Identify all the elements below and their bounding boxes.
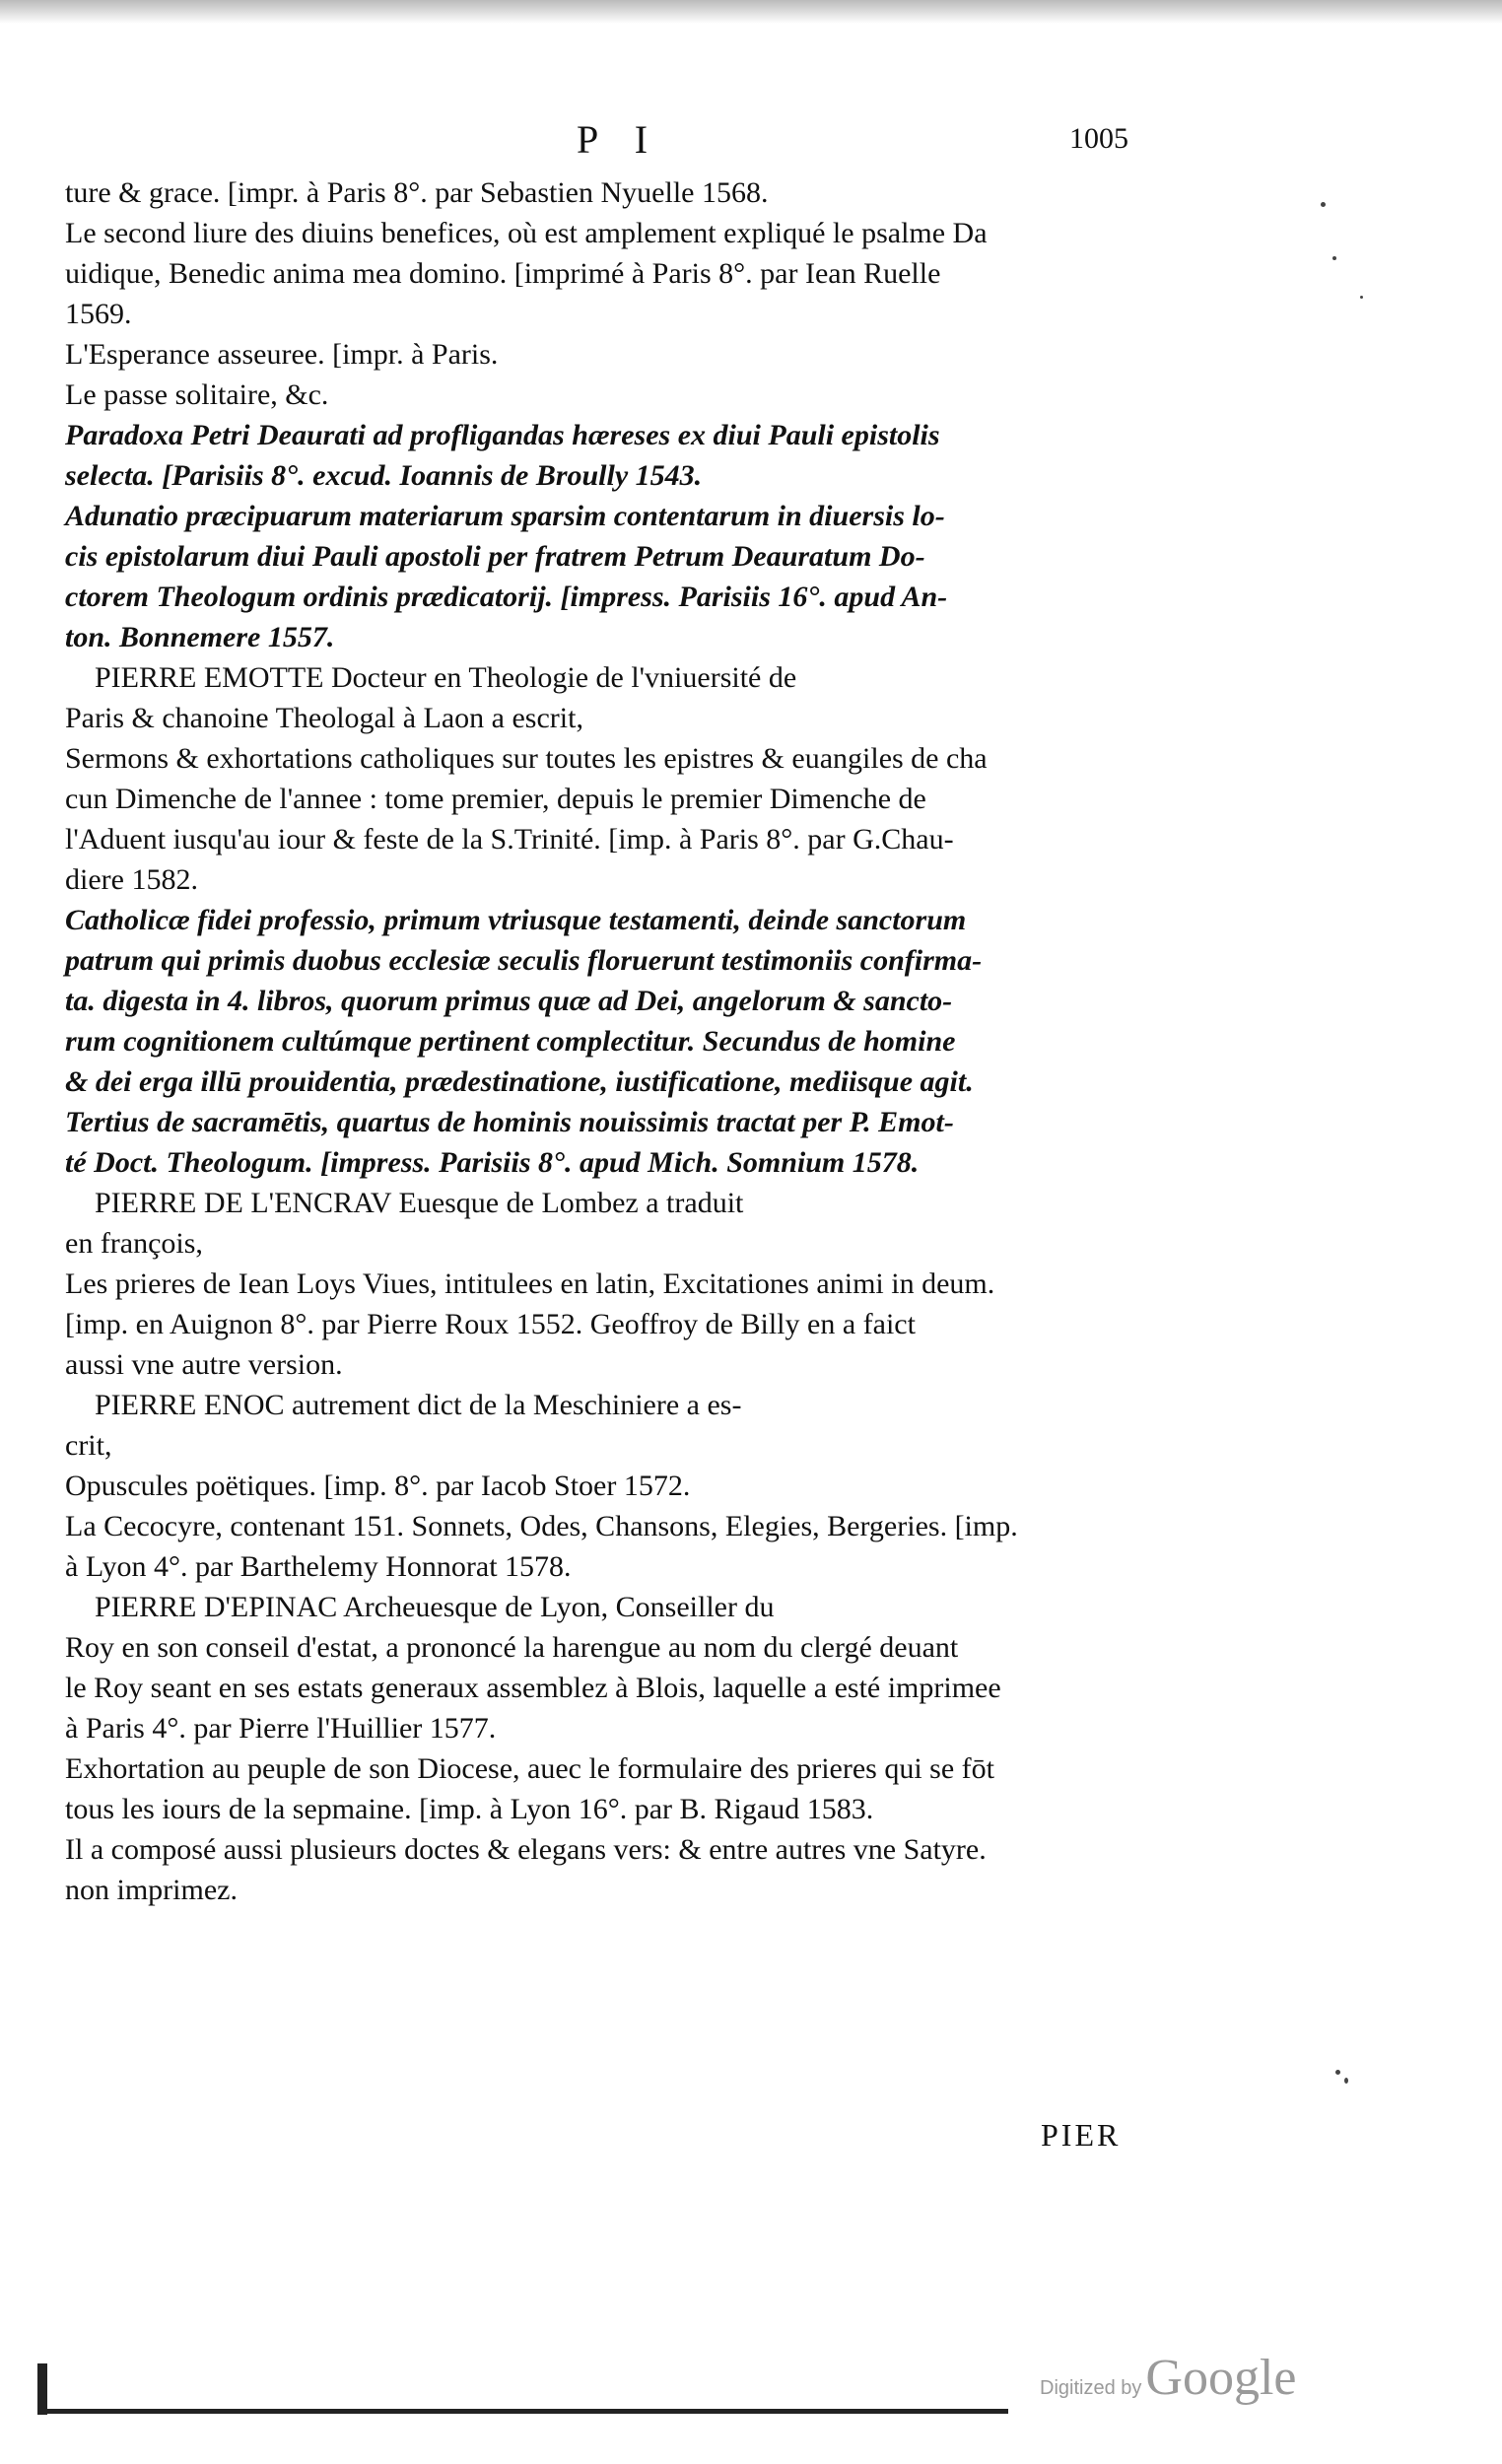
text-line: Catholicæ fidei professio, primum vtriusque testamenti, deinde sanctorum	[65, 904, 967, 936]
scan-top-edge	[0, 0, 1502, 24]
text-line: Il a composé aussi plusieurs doctes & elegans vers: & entre autres vne Satyre.	[65, 1833, 987, 1866]
text-line: crit,	[65, 1429, 112, 1462]
text-line: ctorem Theologum ordinis prædicatorij. [impress. Parisiis 16°. apud An-	[65, 581, 948, 613]
text-line: & dei erga illū prouidentia, prædestinatione, iustificatione, mediisque agit.	[65, 1065, 974, 1098]
text-line: PIERRE ENOC autrement dict de la Meschiniere a es-	[95, 1389, 742, 1421]
text-line: ture & grace. [impr. à Paris 8°. par Sebastien Nyuelle 1568.	[65, 176, 769, 209]
text-line: à Lyon 4°. par Barthelemy Honnorat 1578.	[65, 1550, 572, 1583]
text-block	[65, 172, 1198, 1910]
text-line: PIERRE DE L'ENCRAV Euesque de Lombez a traduit	[95, 1187, 744, 1219]
ink-speck	[1332, 256, 1336, 260]
text-line: L'Esperance asseuree. [impr. à Paris.	[65, 338, 499, 371]
text-line: aussi vne autre version.	[65, 1348, 343, 1381]
text-line: 1569.	[65, 298, 132, 330]
text-line: Tertius de sacramētis, quartus de hominis nouissimis tractat per P. Emot-	[65, 1106, 954, 1138]
text-line: La Cecocyre, contenant 151. Sonnets, Odes, Chansons, Elegies, Bergeries. [imp.	[65, 1510, 1018, 1542]
text-line: té Doct. Theologum. [impress. Parisiis 8°. apud Mich. Somnium 1578.	[65, 1146, 920, 1179]
text-line: Adunatio præcipuarum materiarum sparsim contentarum in diuersis lo-	[65, 500, 945, 532]
text-line: à Paris 4°. par Pierre l'Huillier 1577.	[65, 1712, 497, 1745]
ink-speck	[1335, 2070, 1340, 2075]
text-line: tous les iours de la sepmaine. [imp. à Lyon 16°. par B. Rigaud 1583.	[65, 1793, 874, 1825]
text-line: le Roy seant en ses estats generaux assemblez à Blois, laquelle a esté imprimee	[65, 1672, 1001, 1704]
text-line: en françois,	[65, 1227, 203, 1260]
running-head	[0, 116, 1502, 166]
text-line: cis epistolarum diui Pauli apostoli per fratrem Petrum Deauratum Do-	[65, 540, 925, 573]
text-line: uidique, Benedic anima mea domino. [imprimé à Paris 8°. par Iean Ruelle	[65, 257, 941, 290]
text-line: Le passe solitaire, &c.	[65, 378, 329, 411]
text-line: [imp. en Auignon 8°. par Pierre Roux 1552. Geoffroy de Billy en a faict	[65, 1308, 916, 1340]
text-line: Opuscules poëtiques. [imp. 8°. par Iacob Stoer 1572.	[65, 1470, 691, 1502]
text-line: patrum qui primis duobus ecclesiæ seculis floruerunt testimoniis confirma-	[65, 944, 983, 977]
google-watermark	[1040, 2349, 1296, 2407]
ink-speck	[1321, 202, 1326, 207]
text-line: rum cognitionem cultúmque pertinent complectitur. Secundus de homine	[65, 1025, 956, 1058]
catchword: PIER	[1041, 2117, 1122, 2153]
text-line: Roy en son conseil d'estat, a prononcé la harengue au nom du clergé deuant	[65, 1631, 959, 1664]
page-number: 1005	[1069, 122, 1128, 155]
watermark-logo: Google	[1145, 2350, 1297, 2406]
text-line: Sermons & exhortations catholiques sur toutes les epistres & euangiles de cha	[65, 742, 988, 775]
text-line: selecta. [Parisiis 8°. excud. Ioannis de Broully 1543.	[65, 459, 703, 492]
ink-speck	[1360, 296, 1363, 299]
scan-left-rule	[37, 2363, 47, 2415]
text-line: diere 1582.	[65, 863, 198, 896]
text-line: ton. Bonnemere 1557.	[65, 621, 335, 653]
ink-speck	[1344, 2078, 1348, 2084]
running-title: P I	[577, 117, 662, 162]
text-line: ta. digesta in 4. libros, quorum primus quæ ad Dei, angelorum & sancto-	[65, 985, 953, 1017]
text-line: l'Aduent iusqu'au iour & feste de la S.Trinité. [imp. à Paris 8°. par G.Chau-	[65, 823, 954, 856]
text-line: Exhortation au peuple de son Diocese, auec le formulaire des prieres qui se fōt	[65, 1752, 994, 1785]
scan-bottom-rule	[37, 2409, 1008, 2414]
text-line: Paris & chanoine Theologal à Laon a escrit,	[65, 702, 583, 734]
text-line: Les prieres de Iean Loys Viues, intitulees en latin, Excitationes animi in deum.	[65, 1267, 995, 1300]
watermark-small: Digitized by	[1040, 2377, 1142, 2399]
text-line: non imprimez.	[65, 1874, 238, 1906]
text-line: PIERRE D'EPINAC Archeuesque de Lyon, Conseiller du	[95, 1591, 775, 1623]
text-line: cun Dimenche de l'annee : tome premier, depuis le premier Dimenche de	[65, 783, 926, 815]
text-line: PIERRE EMOTTE Docteur en Theologie de l'vniuersité de	[95, 661, 797, 694]
text-line: Paradoxa Petri Deaurati ad profligandas hæreses ex diui Pauli epistolis	[65, 419, 940, 451]
text-line: Le second liure des diuins benefices, où est amplement expliqué le psalme Da	[65, 217, 988, 249]
